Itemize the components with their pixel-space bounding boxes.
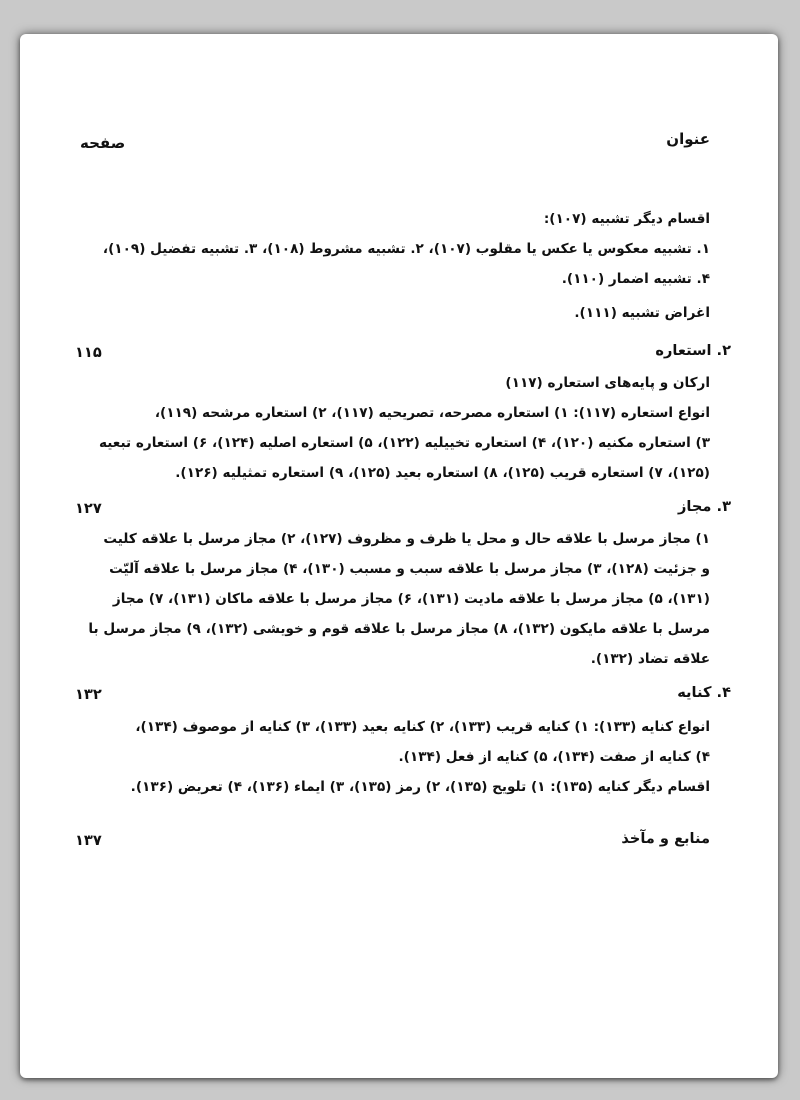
book-page [20,34,778,1078]
toc-line: (۱۳۱)، ۵) مجاز مرسل با علاقه مادیت (۱۳۱)، ۶) مجاز مرسل با علاقه ماکان (۱۳۱)، ۷) مجاز [112,591,710,607]
toc-line: انواع کنایه (۱۳۳): ۱) کنایه قریب (۱۳۳)، ۲) کنایه بعید (۱۳۳)، ۳) کنایه از موصوف (۱۳۴)، [135,719,710,735]
section-heading-kenaye: ۴. کنایه [677,684,731,701]
toc-line: ۴) کنایه از صفت (۱۳۴)، ۵) کنایه از فعل (۱۳۴). [398,749,710,765]
section-page-references: ۱۳۷ [75,832,102,849]
column-header-page: صفحه [80,134,126,152]
section-heading-esteare: ۲. استعاره [655,342,731,359]
section-heading-references: منابع و مآخذ [621,830,710,847]
section-page-esteare: ۱۱۵ [75,344,102,361]
kenaye-entries [78,712,710,802]
section-page-majaz: ۱۲۷ [75,500,102,517]
toc-subentry: ارکان و پایه‌های استعاره (۱۱۷) [505,375,710,391]
toc-line: ۱) مجاز مرسل با علاقه حال و محل یا ظرف و مظروف (۱۲۷)، ۲) مجاز مرسل با علاقه کلیت [103,531,710,547]
section-page-kenaye: ۱۳۲ [75,686,102,703]
toc-subentry: اقسام دیگر تشبیه (۱۰۷): [543,211,710,227]
section-heading-majaz: ۳. مجاز [678,498,731,515]
toc-line: (۱۲۵)، ۷) استعاره قریب (۱۲۵)، ۸) استعاره بعید (۱۲۵)، ۹) استعاره تمثیلیه (۱۲۶). [175,465,710,481]
toc-line: و جزئیت (۱۲۸)، ۳) مجاز مرسل با علاقه سبب و مسبب (۱۳۰)، ۴) مجاز مرسل با علاقه آلیّت [109,561,710,577]
majaz-entries [78,524,710,674]
column-header-title: عنوان [666,130,710,148]
toc-content [20,34,778,1078]
toc-subentry: اقسام دیگر کنایه (۱۳۵): ۱) تلویح (۱۳۵)، ۲) رمز (۱۳۵)، ۳) ایماء (۱۳۶)، ۴) تعریض (۱۳۶). [130,779,710,795]
toc-line: ۳) استعاره مکنیه (۱۲۰)، ۴) استعاره تخییلیه (۱۲۲)، ۵) استعاره اصلیه (۱۲۴)، ۶) استعاره تبعیه [99,435,710,451]
toc-line: ۱. تشبیه معکوس یا عکس یا مقلوب (۱۰۷)، ۲. تشبیه مشروط (۱۰۸)، ۳. تشبیه تفضیل (۱۰۹)، [102,241,710,257]
toc-line: انواع استعاره (۱۱۷): ۱) استعاره مصرحه، تصریحیه (۱۱۷)، ۲) استعاره مرشحه (۱۱۹)، [154,405,710,421]
esteare-entries [78,368,710,488]
tashbih-other-types [78,204,710,328]
toc-subentry: اغراض تشبیه (۱۱۱). [574,305,710,321]
toc-line: ۴. تشبیه اضمار (۱۱۰). [561,271,710,287]
toc-line: مرسل با علاقه مایکون (۱۳۲)، ۸) مجاز مرسل با علاقه قوم و خویشی (۱۳۲)، ۹) مجاز مرسل با [88,621,710,637]
toc-line: علاقه تضاد (۱۳۲). [590,651,710,667]
